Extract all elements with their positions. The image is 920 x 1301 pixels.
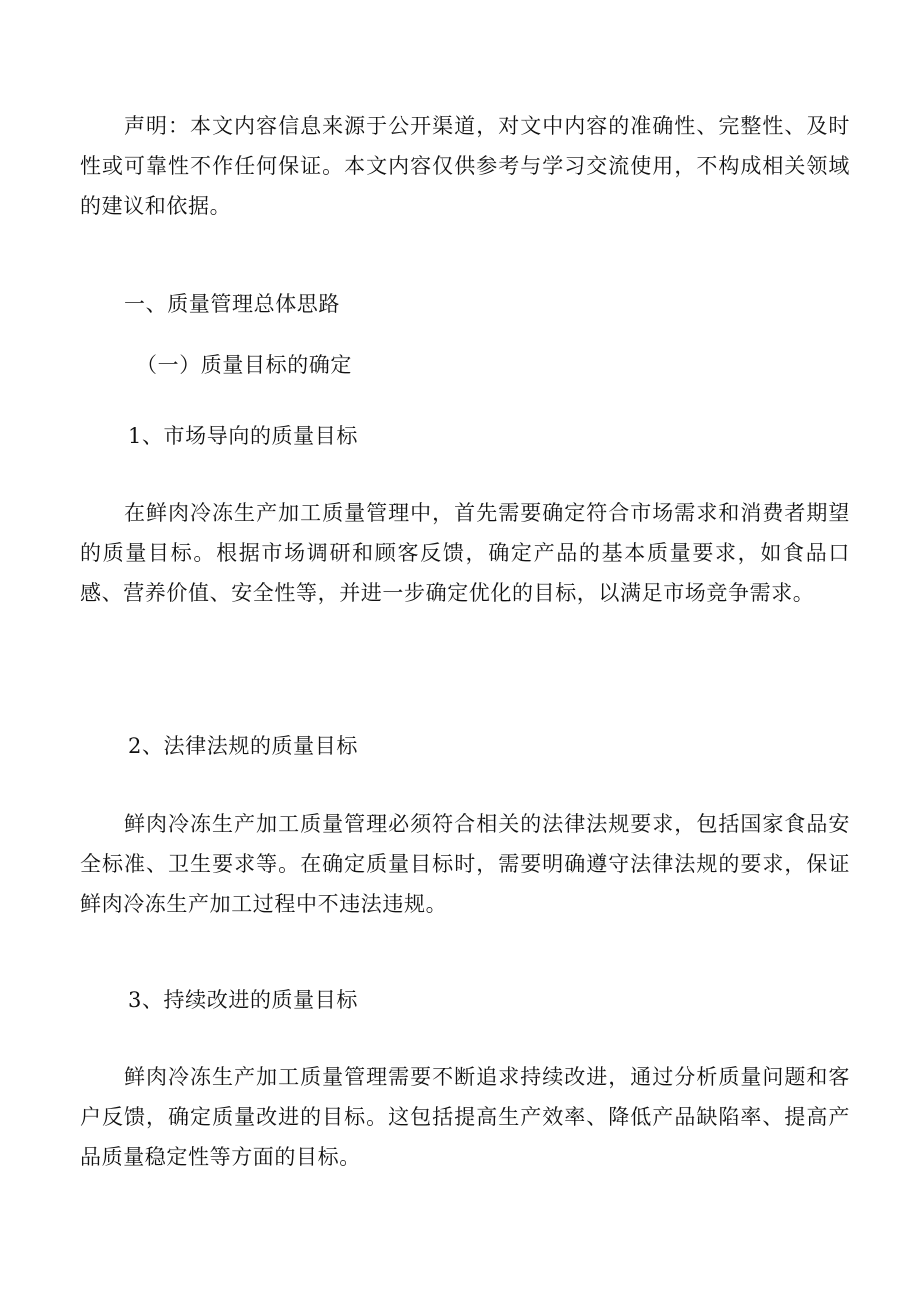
item-body-3: 鲜肉冷冻生产加工质量管理需要不断追求持续改进，通过分析质量问题和客户反馈，确定质量改进的目标。这包括提高生产效率、降低产品缺陷率、提高产品质量稳定性等方面的目标。	[80, 1065, 850, 1169]
document-page	[80, 0, 850, 1301]
item-heading-1: 1、市场导向的质量目标	[128, 424, 358, 448]
disclaimer-paragraph: 声明：本文内容信息来源于公开渠道，对文中内容的准确性、完整性、及时性或可靠性不作任何保证。本文内容仅供参考与学习交流使用，不构成相关领域的建议和依据。	[80, 114, 850, 218]
item-heading-2: 2、法律法规的质量目标	[128, 734, 358, 758]
section-title: 一、质量管理总体思路	[124, 292, 340, 316]
item-heading-3: 3、持续改进的质量目标	[128, 988, 358, 1012]
item-body-1: 在鲜肉冷冻生产加工质量管理中，首先需要确定符合市场需求和消费者期望的质量目标。根据市场调研和顾客反馈，确定产品的基本质量要求，如食品口感、营养价值、安全性等，并进一步确定优化的目标，以满足市场竞争需求。	[80, 501, 850, 605]
subsection-title: （一）质量目标的确定	[136, 353, 352, 377]
item-body-2: 鲜肉冷冻生产加工质量管理必须符合相关的法律法规要求，包括国家食品安全标准、卫生要求等。在确定质量目标时，需要明确遵守法律法规的要求，保证鲜肉冷冻生产加工过程中不违法违规。	[80, 812, 850, 916]
